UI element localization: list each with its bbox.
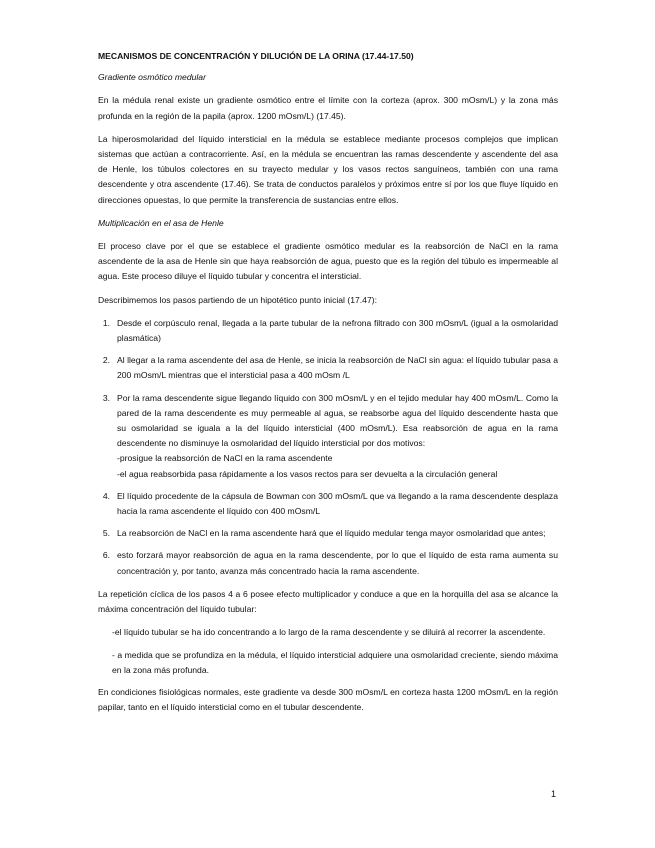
step-text: Al llegar a la rama ascendente del asa de Henle, se inicia la reabsorción de NaCl sin agua: el líquido tubular pasa a 200 mOsm/L mientras que el intersticial pasa a 400 mOsm /L bbox=[117, 355, 558, 381]
paragraph-6: En condiciones fisiológicas normales, este gradiente va desde 300 mOsm/L en corteza hasta 1200 mOsm/L en la región papilar, tanto en el líquido intersticial como en el tubular descendente. bbox=[98, 686, 558, 713]
section-heading-gradient: Gradiente osmótico medular bbox=[98, 72, 206, 83]
dash-point-1: -el líquido tubular se ha ido concentrando a lo largo de la rama descendente y se diluirá al recorrer la ascendente. bbox=[112, 627, 546, 638]
paragraph-3: El proceso clave por el que se establece el gradiente osmótico medular es la reabsorción de NaCl en la rama ascendente de la asa de Henle sin que haya reabsorción de agua, puesto que es la región del túbulo es impermeable al agua. Este proceso diluye el líquido tubular y concentra el intersticial. bbox=[98, 241, 558, 282]
step-number: 2. bbox=[102, 355, 110, 366]
steps-list bbox=[98, 316, 558, 579]
step-text: El líquido procedente de la cápsula de Bowman con 300 mOsm/L que va llegando a la rama descendente desplaza hacia la rama ascendente el líquido con 400 mOsm/L bbox=[117, 490, 558, 517]
paragraph-1: En la médula renal existe un gradiente osmótico entre el límite con la corteza (aprox. 300 mOsm/L) y la zona más profunda en la región de la papila (aprox. 1200 mOsm/L) (17.45). bbox=[98, 95, 558, 121]
step-number: 1. bbox=[102, 317, 110, 328]
section-heading-multiplication: Multiplicación en el asa de Henle bbox=[98, 217, 224, 228]
paragraph-4: Describimemos los pasos partiendo de un hipotético punto inicial (17.47): bbox=[98, 294, 377, 305]
step-text: La reabsorción de NaCl en la rama ascendente hará que el líquido medular tenga mayor osmolaridad que antes; bbox=[117, 528, 546, 539]
step-text: esto forzará mayor reabsorción de agua en la rama descendente, por lo que el líquido de esta rama aumenta su concentración y, por tanto, avanza más concentrado hacia la rama ascendente. bbox=[117, 550, 558, 576]
document-body bbox=[98, 49, 558, 723]
step-text: Desde el corpúsculo renal, llegada a la parte tubular de la nefrona filtrado con 300 mOsm/L (igual a la osmolaridad plasmática) bbox=[117, 317, 558, 344]
dash-point-2: - a medida que se profundiza en la médula, el líquido intersticial adquiere una osmolaridad creciente, siendo máxima en la zona más profunda. bbox=[112, 649, 558, 675]
list-item bbox=[98, 526, 558, 541]
step-number: 6. bbox=[102, 550, 110, 561]
list-item bbox=[98, 353, 558, 383]
paragraph-5: La repetición cíclica de los pasos 4 a 6 posee efecto multiplicador y conduce a que en la horquilla del asa se alcance la máxima concentración del líquido tubular: bbox=[98, 588, 558, 615]
document-title: MECANISMOS DE CONCENTRACIÓN Y DILUCIÓN DE LA ORINA (17.44-17.50) bbox=[98, 51, 414, 61]
step-number: 4. bbox=[102, 490, 110, 501]
list-item bbox=[98, 316, 558, 346]
step-subpoint: -prosigue la reabsorción de NaCl en la rama ascendente bbox=[117, 453, 333, 464]
step-subpoint: -el agua reabsorbida pasa rápidamente a los vasos rectos para ser devuelta a la circulación general bbox=[117, 468, 498, 479]
list-item bbox=[98, 489, 558, 519]
step-text: Por la rama descendente sigue llegando líquido con 300 mOsm/L y en el tejido medular hay 400 mOsm/L. Como la pared de la rama descendente es muy permeable al agua, se reabsorbe agua del líquido descendente hasta que su osmolaridad se iguala a la del líquido intersticial (400 mOsm/L). Esa reabsorción de agua en la rama descendente no disminuye la osmolaridad del líquido intersticial por dos motivos: bbox=[117, 392, 558, 449]
list-item bbox=[98, 391, 558, 482]
step-number: 5. bbox=[102, 528, 110, 539]
page-number: 1 bbox=[551, 789, 557, 799]
list-item bbox=[98, 548, 558, 578]
paragraph-2: La hiperosmolaridad del líquido intersticial en la médula se establece mediante procesos complejos que implican sistemas que actúan a contracorriente. Así, en la médula se encuentran las ramas descendente y ascendente del asa de Henle, los túbulos colectores en su trayecto medular y los vasos rectos sanguíneos, también con una rama descendente y otra ascendente (17.46). Se trata de conductos paralelos y próximos entre sí por los que fluye líquido en direcciones opuestas, lo que permite la transferencia de sustancias entre ellos. bbox=[98, 133, 558, 205]
step-number: 3. bbox=[102, 392, 110, 403]
